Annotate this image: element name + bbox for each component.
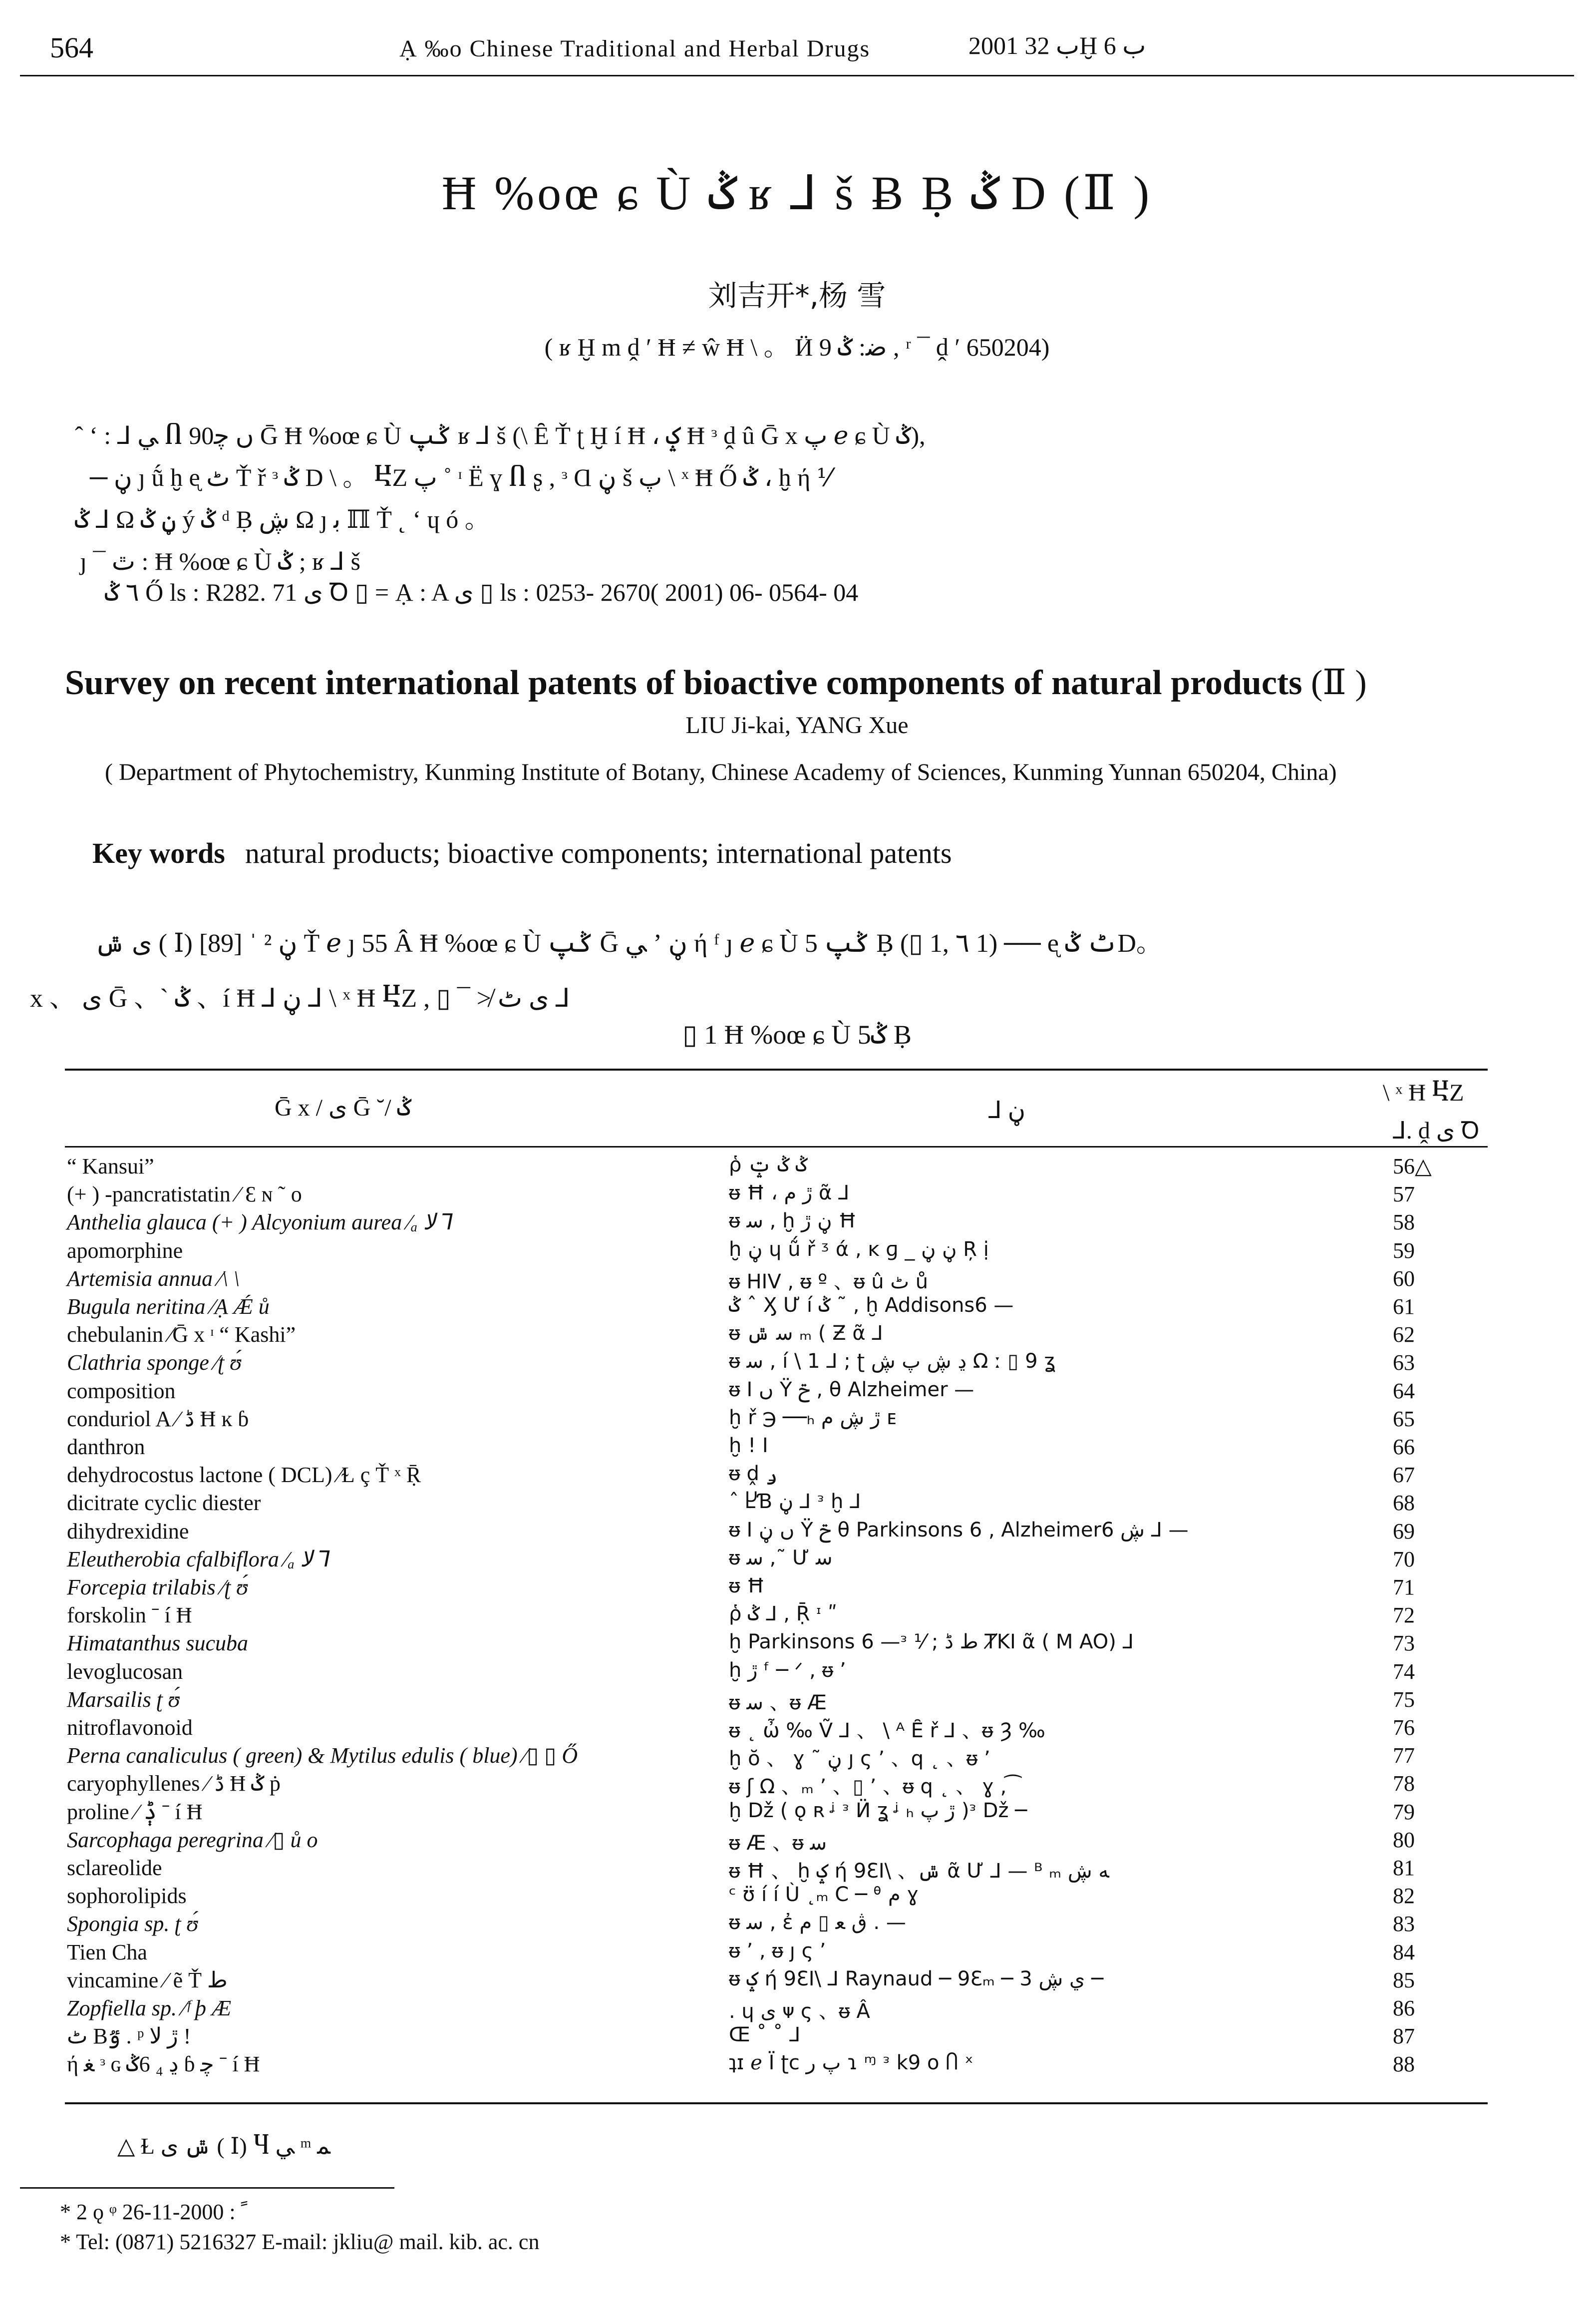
table-cell-activity: ᵿ ﺳ , ḫ ڼ ڙ Ħ <box>729 1209 857 1233</box>
table-cell-ref: 68 <box>1393 1491 1415 1516</box>
table-cell-name: ٹ Bٷ . ᵖ ڙ ﻻ ! <box>67 2024 191 2049</box>
table-cell-activity: ḫ ڙ ᶠ ─ ᐟ , ᵿ ’ <box>729 1658 846 1682</box>
table-row <box>65 1939 1488 1967</box>
table-cell-name: caryophyllenes ⁄ ڈ Ħ ݣ ṗ <box>67 1771 281 1796</box>
footnote-contact: * Tel: (0871) 5216327 E-mail: jkliu@ mail. kib. ac. cn <box>60 2230 540 2254</box>
table-cell-activity: ˆ ႾƁ ڼ ⅃ ᵌ ḫ ⅃ <box>729 1490 861 1514</box>
table-cell-ref: 64 <box>1393 1378 1415 1403</box>
table-row <box>65 1350 1488 1378</box>
footnote-rule <box>20 2187 394 2189</box>
table-cell-activity: ᵿ ﺳ ,˜ Ư ﺳ <box>729 1546 833 1569</box>
table-cell-ref: 84 <box>1393 1939 1415 1964</box>
table-cell-activity: ḫ ڼ ɥ ṹ ř ᶾ ά , ĸ ɡ _ ڼ ڼ Ŗ ị <box>729 1237 989 1261</box>
table-cell-ref: 61 <box>1393 1294 1415 1319</box>
authors-chinese: 刘吉开*,杨 雪 <box>708 279 886 313</box>
table-row <box>65 1602 1488 1630</box>
table-cell-ref: 87 <box>1393 2024 1415 2049</box>
classification-line: ٦ ݣ Ő ls : R282. 71 ﻯ Ꝺ ▯ = Ạ : A ﻯ ▯ ls : 0253- 2670( 2001) 06- 0564- 04 <box>105 578 859 606</box>
table-cell-ref: 56△ <box>1393 1154 1432 1178</box>
table-cell-ref: 82 <box>1393 1884 1415 1909</box>
table-cell-ref: 73 <box>1393 1631 1415 1656</box>
table-cell-name: Sarcophaga peregrina ⁄▯ ů o <box>67 1827 318 1852</box>
table-header-name: Ḡ x / ﻯ Ḡ ˘/ ݣ <box>275 1095 411 1121</box>
abstract-chinese <box>75 414 1523 582</box>
table-footnote: △ Ɫ ݜ ﻯ ( Ⅰ) Ⴗ ﻲ ᵐ ﻤ <box>117 2133 330 2159</box>
table-row <box>65 1687 1488 1715</box>
abstract-line-2: ─ ڼ ȷ ṹ ḫ ᶒ ٹ Ť ř ᵌ ݣ D \ 。 ႾZ پ ˚ ᶦ Ë ɣ Ⴖ ʂ , ᵌ Ɑ ڼ š پ \ ˣ Ħ Ő ݣ ، ḫ ή ⅟ <box>90 463 831 491</box>
table-cell-ref: 75 <box>1393 1687 1415 1712</box>
table-cell-ref: 66 <box>1393 1435 1415 1459</box>
intro-line-1: ﻯ ݜ ( Ⅰ) [89] ˈ ² ڼ Ť ℯ ȷ 55 Â Ħ %oœ ɕ Ù ݣپ Ḡ ﻲ ʼ ڼ ή ᶠ ȷ ℯ ɕ Ù ݣپ 5 Ḅ (▯ 1, ٦ 1) ── ᶒ ٹ ݣD。 <box>95 929 1162 958</box>
table-cell-ref: 58 <box>1393 1210 1415 1235</box>
table-cell-activity: ᵿ Ħ 、 ḫ ݤ ή 9ƐI\ 、ݜ ᾶ Ư ⅃ — ᴮ ₘ ﻪ ڜ <box>729 1860 1109 1883</box>
table-cell-name: proline ⁄ ݙ ˉ í Ħ <box>67 1799 203 1824</box>
table-cell-name: Marsailis ʈ ʊ́ <box>67 1687 180 1712</box>
table-cell-activity: ḫ ř ℈ ──ₕ ڙ ڜ م ᴇ <box>729 1406 897 1429</box>
table-cell-ref: 83 <box>1393 1912 1415 1937</box>
table-cell-ref: 78 <box>1393 1771 1415 1796</box>
title-chinese: Ħ %oœ ɕ Ù ݣ ʁ ⅃ š Ƀ Ḅ ݣ D (Ⅱ ) <box>441 166 1153 220</box>
journal-name: Ạ ‰o Chinese Traditional and Herbal Drugs <box>399 35 871 62</box>
abstract-line-3: ݣ ⅃ Ω ڼ ݣ ý ݣ ᵈ Ḅ ڜ Ω ȷ ﺑ ℿ Ť ˛ ʻ ɥ ó 。 <box>75 505 490 533</box>
table-cell-activity: ᵿ ḓ ݛ <box>729 1462 777 1486</box>
running-header <box>20 31 1574 71</box>
table-cell-ref: 76 <box>1393 1715 1415 1740</box>
table-row <box>65 1630 1488 1658</box>
table-cell-name: forskolin ˉ í Ħ <box>67 1603 192 1628</box>
table-cell-ref: 57 <box>1393 1182 1415 1207</box>
table-cell-activity: ḫ Parkinsons 6 —ᵌ ⅟ ; ط ڈ ȾKI ᾶ ( M AO) ⅃ <box>729 1630 1134 1654</box>
table-row <box>65 1238 1488 1266</box>
table-row <box>65 1911 1488 1939</box>
table-cell-name: dehydrocostus lactone ( DCL) ⁄Ɫ ç Ť ˣ Ṝ <box>67 1463 421 1488</box>
title-english <box>65 662 1563 703</box>
table-cell-activity: ᵿ ﺳ , í \ 1 ⅃ ; ʈ ڍ ڜ پ ڜ Ω ː ▯ 9 ʓ <box>729 1350 1056 1373</box>
intro-paragraph <box>30 916 1553 1026</box>
table-row <box>65 1181 1488 1209</box>
table-cell-name: sophorolipids <box>67 1884 187 1909</box>
table-cell-ref: 72 <box>1393 1603 1415 1628</box>
table-cell-ref: 63 <box>1393 1350 1415 1375</box>
table-header-ref-bottom: ⅃. ḓ ﻯ Ꝺ <box>1393 1118 1480 1144</box>
keywords-english <box>92 836 952 870</box>
table-cell-activity: ᵿ I ں ڼ Ÿ ݗ θ Parkinsons 6 , Alzheimer6 ڜ ⅃ — <box>729 1518 1189 1542</box>
volume-issue: 2001 ب 32Ḫ ب 6 <box>968 31 1146 59</box>
table-cell-name: nitroflavonoid <box>67 1715 193 1740</box>
table-row <box>65 1855 1488 1883</box>
footnote-received: * 2 ǫ ᵠ ﹰ : 2000-11-26 <box>60 2200 248 2224</box>
table-cell-activity: ḫ ŏ 、 ɣ ˜ ڼ ȷ ς ’ 、q ˛ 、ᵿ ’ <box>729 1747 990 1771</box>
header-rule <box>20 75 1574 76</box>
table-cell-ref: 88 <box>1393 2052 1415 2077</box>
intro-line-2: x 、 ﻯ Ḡ 、ˋ ݣ 、í Ħ ⅃ ڼ ⅃ \ ˣ Ħ ႾZ , ▯ ¯ ≯ ﻯ ٹ ⅃ <box>30 984 570 1013</box>
affiliation-chinese: ( ʁ Ḫ m ḓ ′ Ħ ≠ ŵ Ħ \ 。 Ӥ ﺿ: ݣ 9 , ʳ ¯ ḓ ′ 650204) <box>544 333 1050 361</box>
table-bottom-rule <box>65 2102 1488 2104</box>
affiliation-english: ( Department of Phytochemistry, Kunming Institute of Botany, Chinese Academy of Sciences, Kunming Yunnan 650204, China) <box>105 759 1337 785</box>
table-cell-name: Bugula neritina ⁄Ạ Ǽ ů <box>67 1294 270 1319</box>
table-row <box>65 1378 1488 1406</box>
page-number: 564 <box>50 31 93 64</box>
table-row <box>65 1322 1488 1350</box>
table-cell-name: vincamine ⁄ ẽ Ť ط <box>67 1967 228 1992</box>
table-cell-ref: 60 <box>1393 1266 1415 1291</box>
keywords-chinese: ȷ ¯ ٿ : Ħ %oœ ɕ Ù ݣ ; ʁ ⅃ š <box>80 547 360 575</box>
table-row <box>65 1967 1488 1995</box>
table-cell-ref: 79 <box>1393 1799 1415 1824</box>
table-cell-name: Perna canaliculus ( green) & Mytilus edulis ( blue) ⁄▯ ▯ Ő <box>67 1743 578 1768</box>
table-cell-name: Tien Cha <box>67 1939 147 1964</box>
table-header-rule <box>65 1146 1488 1148</box>
table-cell-activity: ᵿ I ں Ÿ ݗ , θ Alzheimer — <box>729 1378 974 1401</box>
table-row <box>65 1490 1488 1518</box>
table-cell-activity: ᵿ ˛ ὦ ‰ Ṽ ⅃ 、 \ ᴬ Ȇ ř ⅃ 、ᵿ Ȝ ‰ <box>729 1719 1045 1742</box>
table-cell-name: “ Kansui” <box>67 1154 154 1178</box>
table-row <box>65 1209 1488 1237</box>
table-cell-name: dihydrexidine <box>67 1519 189 1544</box>
table-cell-activity: ᵿ Ħ <box>729 1574 765 1597</box>
table-cell-activity: ᵿ Ħ ، ڙ م ᾶ ⅃ <box>729 1181 850 1205</box>
table-cell-name: apomorphine <box>67 1238 183 1263</box>
table-cell-name: Clathria sponge ⁄ʈ ʊ́ <box>67 1350 242 1375</box>
table-cell-name: levoglucosan <box>67 1659 183 1684</box>
table-cell-name: ή ﻐ ᵌ ɢ ڍ ₄ 6ݣ ɓ ﭼ ˉ í Ħ <box>67 2052 260 2077</box>
table-cell-activity: ᵿ ﺳ ݜ ₘ ( Ƶ ᾶ ⅃ <box>729 1322 883 1345</box>
table-row <box>65 1519 1488 1547</box>
table-cell-name: (+ ) -pancratistatin ⁄ Ɛ ɴ ˜ o <box>67 1182 302 1207</box>
table-cell-ref: 62 <box>1393 1322 1415 1347</box>
table-row <box>65 1462 1488 1490</box>
table-row <box>65 1799 1488 1827</box>
table-cell-name: Spongia sp. ʈ ʊ́ <box>67 1912 198 1937</box>
title-english-numeral: (Ⅱ ) <box>1310 664 1367 702</box>
table-cell-ref: 81 <box>1393 1856 1415 1880</box>
table-cell-ref: 59 <box>1393 1238 1415 1263</box>
table-cell-ref: 65 <box>1393 1406 1415 1431</box>
table-row <box>65 1715 1488 1743</box>
table-row <box>65 1154 1488 1181</box>
table-row <box>65 1266 1488 1294</box>
footnotes <box>60 2197 539 2257</box>
table-cell-name: Eleutherobia cfalbiflora ⁄ₐ ﻻ ⅂ <box>67 1547 330 1571</box>
table-cell-name: conduriol A ⁄ ڈ Ħ ĸ ɓ <box>67 1406 249 1431</box>
table-cell-activity: ᵿ ﺳ , ἐ ڨ ﻌ ▯ م . — <box>729 1911 906 1935</box>
table-caption: ▯ 1 Ħ %oœ ɕ Ù ݣ5 Ḅ <box>682 1020 912 1050</box>
table-row <box>65 1995 1488 2023</box>
table-cell-name: Himatanthus sucuba <box>67 1631 248 1656</box>
table-header-activity: ⅃ ڼ <box>988 1097 1025 1124</box>
table-cell-activity: ῥ ݣ ⅃ , Ṝ ᶦ ʺ <box>729 1602 837 1626</box>
table-cell-ref: 86 <box>1393 1996 1415 2020</box>
table-cell-name: danthron <box>67 1435 145 1459</box>
table-row <box>65 1771 1488 1799</box>
title-english-text: Survey on recent international patents of bioactive components of natural products <box>65 664 1302 702</box>
table-cell-name: sclareolide <box>67 1856 162 1880</box>
table-cell-activity: Œ ˚ ˚ ⅃ <box>729 2023 801 2047</box>
authors-english: LIU Ji-kai, YANG Xue <box>685 712 909 739</box>
table-row <box>65 1743 1488 1771</box>
table-row <box>65 1547 1488 1574</box>
table-cell-activity: ݣ ˆ Ӽ Ư í ݣ ˜ , ḫ Addisons6 — <box>729 1294 1014 1317</box>
table-cell-activity: ᶜ ʊ̈ í í Ù ˛ₘ C ─ ᶿ م ɣ <box>729 1883 919 1907</box>
table-cell-ref: 80 <box>1393 1827 1415 1852</box>
keywords-label: Key words <box>92 837 225 869</box>
table-cell-ref: 85 <box>1393 1967 1415 1992</box>
table-cell-ref: 77 <box>1393 1743 1415 1768</box>
table-cell-activity: . ɥ ﻯ ᴪ ς 、ᵿ Â <box>729 2000 870 2023</box>
table-cell-ref: 74 <box>1393 1659 1415 1684</box>
table-cell-activity: ᵿ ݤ ή 9ƐI\ ⅃ Raynaud ─ 9Ɛₘ ─ 3 ﻱ ڜ ─ <box>729 1967 1104 1990</box>
table-cell-activity: ῥ ݣ ݣ ݓ <box>729 1154 808 1176</box>
table-cell-ref: 69 <box>1393 1519 1415 1544</box>
table-row <box>65 1434 1488 1462</box>
table-row <box>65 1883 1488 1911</box>
table-cell-name: Artemisia annua ⁄\ \ <box>67 1266 240 1291</box>
table-cell-ref: 70 <box>1393 1547 1415 1571</box>
table-top-rule <box>65 1069 1488 1071</box>
table-cell-activity: ᵿ ʃ Ω 、ₘ ’ 、▯ ’ 、ᵿ q ˛ 、 ɣ , ͡ <box>729 1775 1013 1799</box>
table-cell-activity: ᵿ HIV , ᵿ º 、ᵿ û ٹ ů <box>729 1270 929 1293</box>
table-cell-name: Anthelia glauca (+ ) Alcyonium aurea ⁄ₐ ﻻ ⅂ <box>67 1210 454 1235</box>
table-cell-name: dicitrate cyclic diester <box>67 1491 261 1516</box>
table-cell-activity: ᵿ ’ , ᵿ ȷ ς ’ <box>729 1939 826 1962</box>
table-cell-ref: 71 <box>1393 1575 1415 1599</box>
table-row <box>65 2023 1488 2051</box>
table-cell-activity: ḫ Dž ( ǫ ʀ ᶨ ᵌ Ӥ ʓ ᶨ ₕ ڙ پ )ᵌ Dž ─ <box>729 1799 1027 1822</box>
table-cell-name: chebulanin ⁄Ḡ x ᶦ “ Kashi” <box>67 1322 296 1347</box>
table-cell-activity: ᵿ Æ 、ᵿ ﺳ <box>729 1831 827 1855</box>
table-header-ref-top: \ ˣ Ħ ႾZ <box>1383 1080 1464 1106</box>
table-cell-name: Zopfiella sp. ⁄ᶠ þ Æ <box>67 1996 232 2020</box>
table-row <box>65 1574 1488 1602</box>
table-cell-activity: ᵿ ﺳ 、ᵿ Æ <box>729 1691 827 1714</box>
table-cell-activity: ḫ ! I <box>729 1434 768 1457</box>
table-row <box>65 1294 1488 1322</box>
keywords-text: natural products; bioactive components; international patents <box>245 837 952 869</box>
table-cell-ref: 67 <box>1393 1463 1415 1488</box>
table-row <box>65 2051 1488 2079</box>
table-row <box>65 1659 1488 1687</box>
table-row <box>65 1406 1488 1434</box>
table-cell-name: composition <box>67 1378 176 1403</box>
table-row <box>65 1827 1488 1855</box>
table-cell-name: Forcepia trilabis ⁄ʈ ʊ́ <box>67 1575 248 1599</box>
table-cell-activity: ʇɪ ℯ Ï ʈc پ ر ɿ ᶬ ᵌ k9 o Ⴖ ˣ <box>729 2051 973 2075</box>
abstract-line-1: ˆ ʻ : ⅃ ﻲ Ⴖ 90ں ﭼ Ḡ Ħ %oœ ɕ Ù ݣپ ʁ ⅃ š (\ Ȇ Ť ʈ Ḫ í Ħ ، ݤ Ħ ᵌ ḓ û Ḡ x پ ℯ ɕ Ù ݣ), <box>75 421 926 449</box>
